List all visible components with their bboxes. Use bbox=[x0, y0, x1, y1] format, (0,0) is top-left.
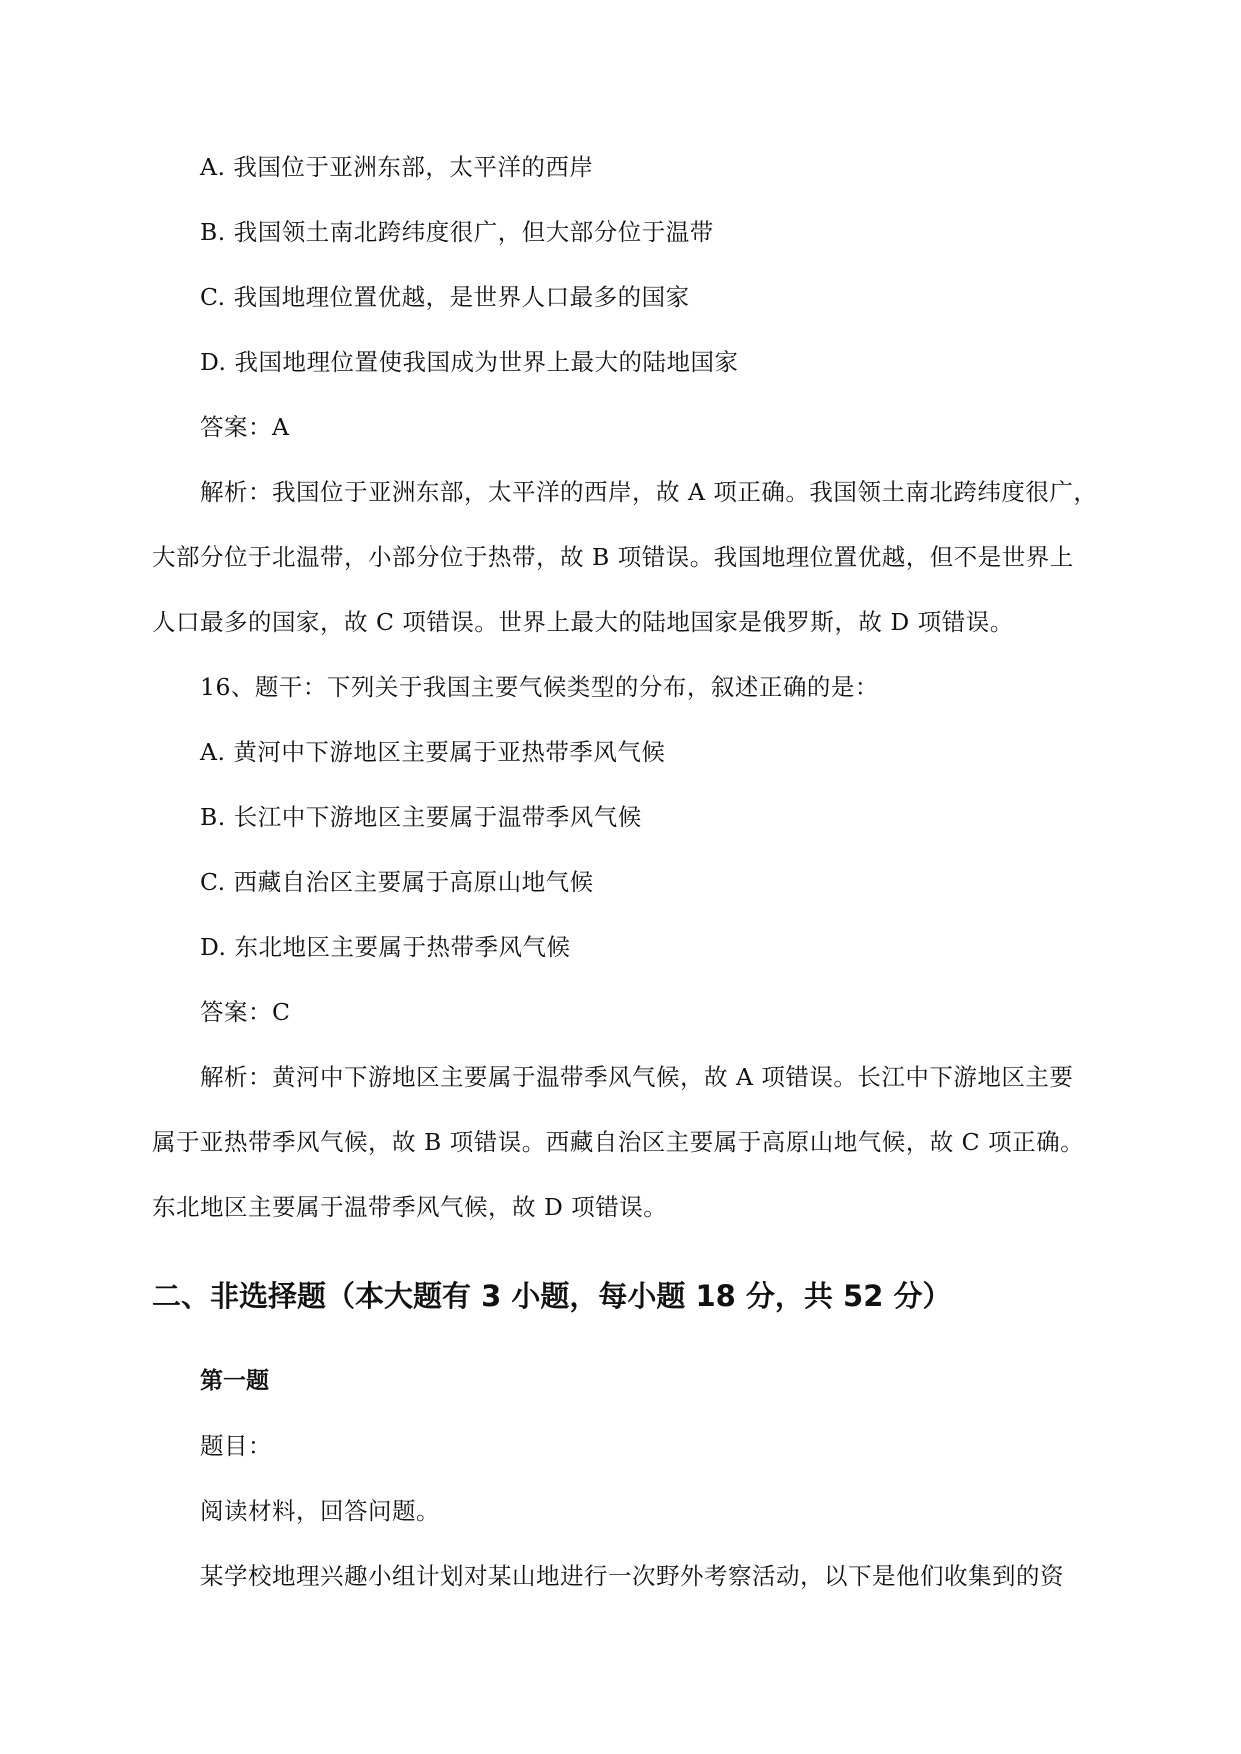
q16-analysis-line-3: 东北地区主要属于温带季风气候，故 D 项错误。 bbox=[152, 1193, 668, 1221]
q15-analysis-line-1: 解析：我国位于亚洲东部，太平洋的西岸，故 A 项正确。我国领土南北跨纬度很广， bbox=[200, 478, 1098, 506]
q16-analysis-line-1: 解析：黄河中下游地区主要属于温带季风气候，故 A 项错误。长江中下游地区主要 bbox=[200, 1063, 1074, 1091]
q15-analysis-line-2: 大部分位于北温带，小部分位于热带，故 B 项错误。我国地理位置优越，但不是世界上 bbox=[152, 543, 1074, 571]
q15-option-a: A. 我国位于亚洲东部，太平洋的西岸 bbox=[200, 153, 594, 181]
question-1-title: 第一题 bbox=[200, 1368, 269, 1394]
q16-option-a: A. 黄河中下游地区主要属于亚热带季风气候 bbox=[200, 738, 666, 766]
question-1-label: 题目： bbox=[200, 1432, 272, 1460]
q15-option-b: B. 我国领土南北跨纬度很广，但大部分位于温带 bbox=[200, 218, 714, 246]
question-1-instruction: 阅读材料，回答问题。 bbox=[200, 1497, 440, 1525]
q15-option-c: C. 我国地理位置优越，是世界人口最多的国家 bbox=[200, 283, 690, 311]
q15-analysis-line-3: 人口最多的国家，故 C 项错误。世界上最大的陆地国家是俄罗斯，故 D 项错误。 bbox=[152, 608, 1014, 636]
q16-stem: 16、题干：下列关于我国主要气候类型的分布，叙述正确的是： bbox=[200, 673, 879, 701]
q16-option-c: C. 西藏自治区主要属于高原山地气候 bbox=[200, 868, 594, 896]
q15-answer: 答案：A bbox=[200, 413, 290, 441]
q16-option-d: D. 东北地区主要属于热带季风气候 bbox=[200, 933, 571, 961]
q16-option-b: B. 长江中下游地区主要属于温带季风气候 bbox=[200, 803, 642, 831]
q16-analysis-line-2: 属于亚热带季风气候，故 B 项错误。西藏自治区主要属于高原山地气候，故 C 项正确。 bbox=[152, 1128, 1085, 1156]
q16-answer: 答案：C bbox=[200, 998, 291, 1026]
question-1-material: 某学校地理兴趣小组计划对某山地进行一次野外考察活动，以下是他们收集到的资 bbox=[200, 1562, 1064, 1590]
section-2-heading: 二、非选择题（本大题有 3 小题，每小题 18 分，共 52 分） bbox=[152, 1279, 952, 1313]
q15-option-d: D. 我国地理位置使我国成为世界上最大的陆地国家 bbox=[200, 348, 739, 376]
